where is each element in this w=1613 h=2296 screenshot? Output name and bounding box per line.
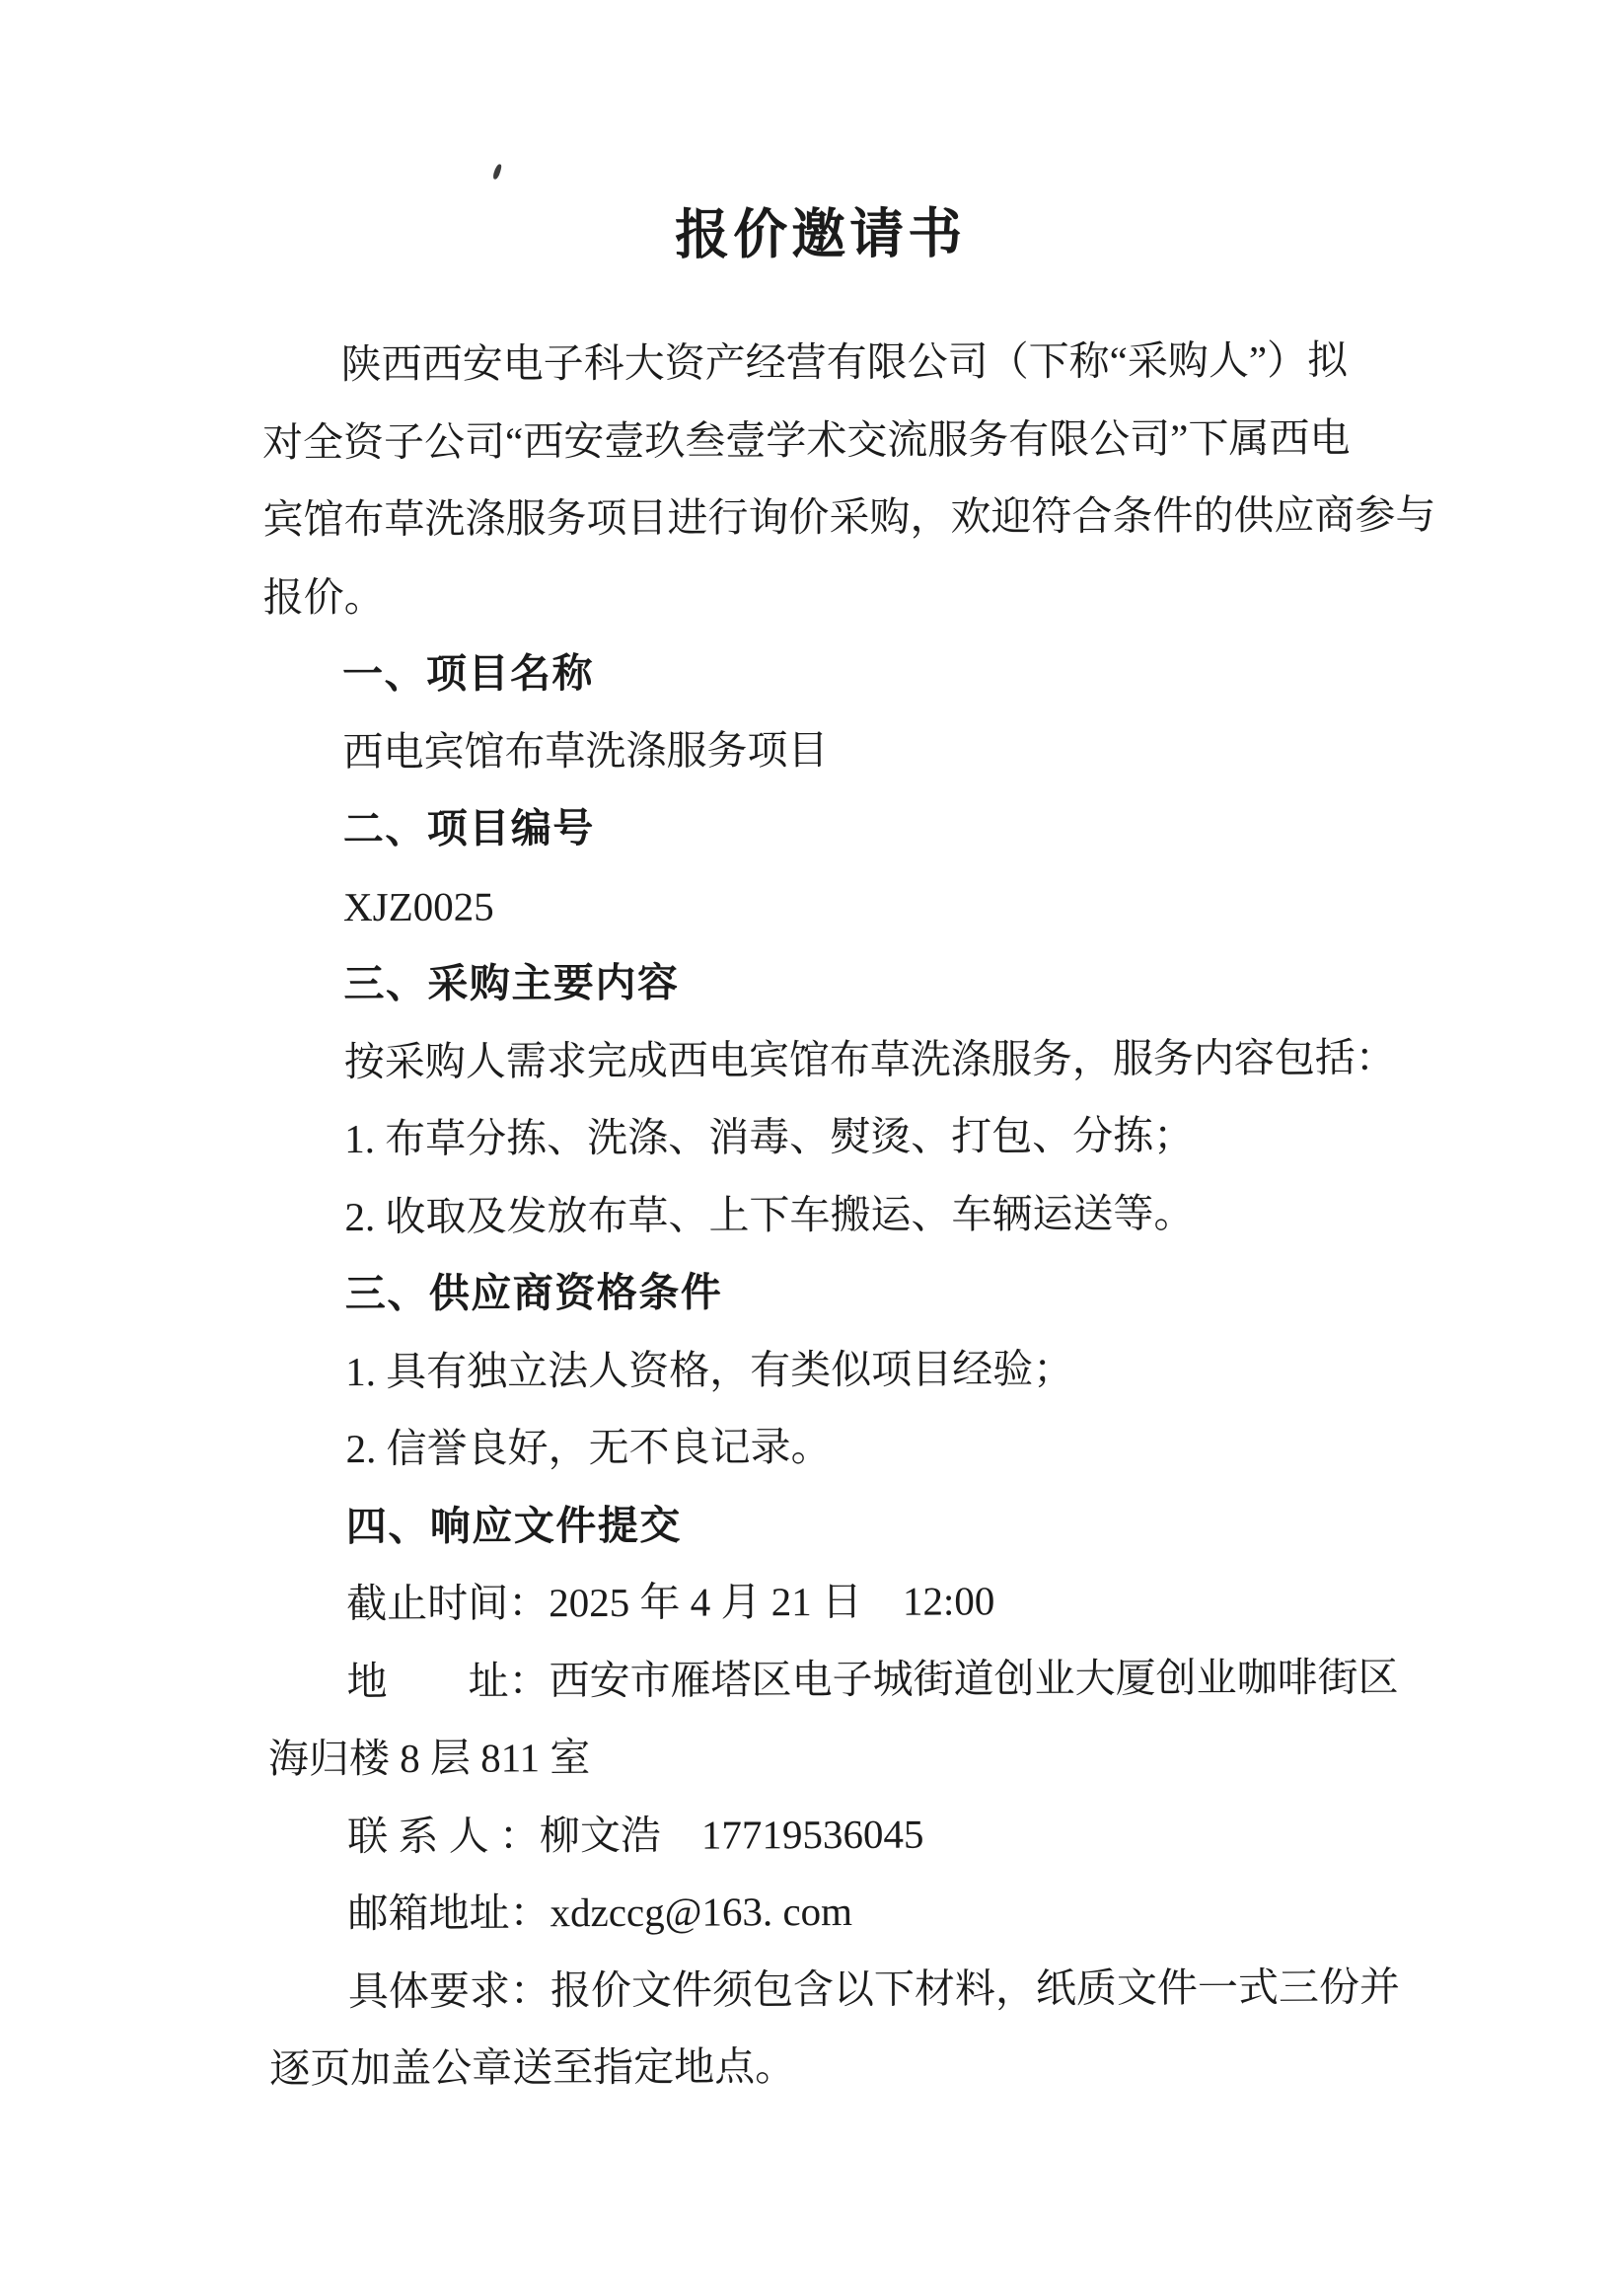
email-line: 邮箱地址：xdzccg@163. com xyxy=(347,1888,853,1937)
intro-line-3: 宾馆布草洗涤服务项目进行询价采购，欢迎符合条件的供应商参与 xyxy=(262,491,1436,543)
heading-response-submission: 四、响应文件提交 xyxy=(345,1502,682,1549)
qualification-item-2: 2. 信誉良好，无不良记录。 xyxy=(345,1424,832,1472)
procurement-item-1: 1. 布草分拣、洗涤、消毒、熨烫、打包、分拣； xyxy=(344,1112,1195,1162)
scan-artifact-mark xyxy=(492,163,502,180)
intro-line-4: 报价。 xyxy=(262,573,385,621)
intro-line-2: 对全资子公司“西安壹玖叁壹学术交流服务有限公司”下属西电 xyxy=(261,414,1351,466)
deadline-line: 截止时间：2025 年 4 月 21 日 12:00 xyxy=(346,1578,995,1627)
project-name-value: 西电宾馆布草洗涤服务项目 xyxy=(342,726,829,775)
address-line-1: 地 址：西安市雁塔区电子城街道创业大厦创业咖啡街区 xyxy=(346,1654,1399,1704)
address-line-2: 海归楼 8 层 811 室 xyxy=(267,1735,591,1782)
requirements-line-2: 逐页加盖公章送至指定地点。 xyxy=(269,2043,796,2092)
qualification-item-1: 1. 具有独立法人资格，有类似项目经验； xyxy=(345,1345,1074,1394)
project-number-value: XJZ0025 xyxy=(343,883,494,929)
contact-line: 联 系 人 ：柳文浩 17719536045 xyxy=(347,1811,924,1859)
heading-project-number: 二、项目编号 xyxy=(342,805,595,852)
heading-procurement-content: 三、采购主要内容 xyxy=(343,959,680,1007)
document-title: 报价邀请书 xyxy=(674,202,967,265)
procurement-item-2: 2. 收取及发放布草、上下车搬运、车辆运送等。 xyxy=(344,1189,1195,1239)
heading-project-name: 一、项目名称 xyxy=(341,650,595,698)
procurement-content-intro: 按采购人需求完成西电宾馆布草洗涤服务，服务内容包括： xyxy=(343,1034,1396,1084)
intro-line-1: 陕西西安电子科大资产经营有限公司（下称“采购人”）拟 xyxy=(340,336,1349,388)
requirements-line-1: 具体要求：报价文件须包含以下材料，纸质文件一式三份并 xyxy=(347,1963,1400,2014)
document-content xyxy=(261,198,1436,2108)
heading-supplier-qualification: 三、供应商资格条件 xyxy=(344,1269,723,1317)
